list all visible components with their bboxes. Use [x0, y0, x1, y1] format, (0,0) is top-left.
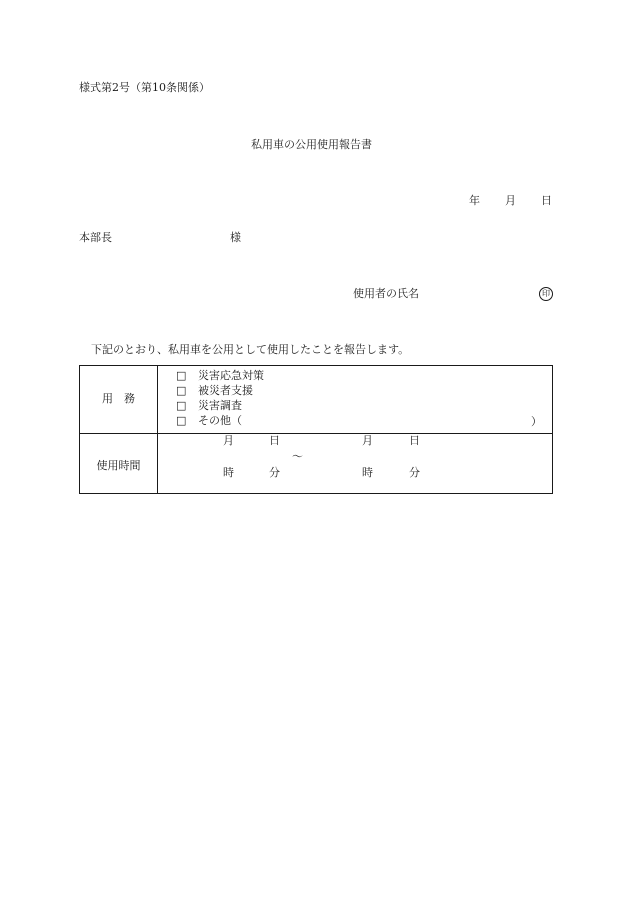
option-label: 災害調査 — [198, 399, 242, 412]
checkbox[interactable]: □ — [176, 414, 187, 427]
checkbox[interactable]: □ — [176, 399, 187, 412]
form-number: 様式第2号（第10条関係） — [79, 81, 210, 94]
option-disaster-response[interactable] — [176, 368, 264, 383]
end-day: 日 — [409, 434, 420, 447]
addressee-honorific: 様 — [230, 231, 241, 244]
end-month: 月 — [362, 434, 373, 447]
end-hour: 時 — [362, 466, 373, 479]
option-label: 被災者支援 — [198, 384, 253, 397]
checkbox[interactable]: □ — [176, 384, 187, 397]
usage-time-label: 使用時間 — [96, 459, 141, 472]
option-disaster-survey[interactable] — [176, 398, 242, 413]
start-hour: 時 — [223, 466, 234, 479]
date-year: 年 — [469, 194, 480, 207]
table-column-divider — [157, 366, 158, 493]
option-other[interactable] — [176, 413, 242, 428]
checkbox[interactable]: □ — [176, 369, 187, 382]
option-victim-support[interactable] — [176, 383, 253, 398]
option-label: その他（ — [198, 414, 242, 427]
seal-mark: 印 — [539, 287, 553, 301]
range-separator: ～ — [292, 450, 303, 463]
purpose-label: 用 務 — [102, 392, 135, 405]
statement: 下記のとおり、私用車を公用として使用したことを報告します。 — [91, 343, 410, 356]
end-minute: 分 — [409, 466, 420, 479]
addressee-name: 本部長 — [79, 231, 112, 244]
start-minute: 分 — [269, 466, 280, 479]
date-month: 月 — [505, 194, 516, 207]
start-month: 月 — [223, 434, 234, 447]
date-day: 日 — [541, 194, 552, 207]
report-table — [79, 365, 553, 494]
document-title: 私用車の公用使用報告書 — [251, 138, 372, 151]
signature-label: 使用者の氏名 — [353, 287, 419, 300]
other-close-paren: ） — [531, 415, 542, 428]
start-day: 日 — [269, 434, 280, 447]
table-row-divider — [80, 433, 552, 434]
option-label: 災害応急対策 — [198, 369, 264, 382]
